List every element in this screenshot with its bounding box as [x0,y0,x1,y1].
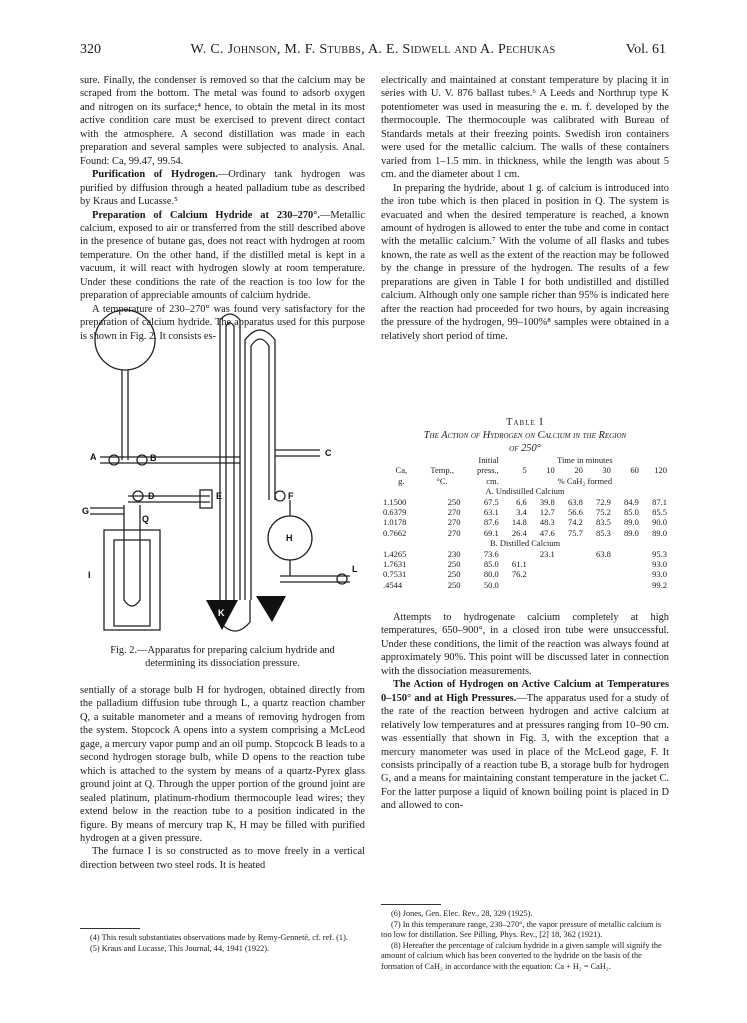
section-heading: The Action of Hydrogen on Active Calcium at Temperatures 0–150° and at High Pressures. [381,679,669,704]
footnote-rule [80,928,140,929]
table-cell: 63.8 [595,548,611,559]
table-cell [529,569,557,579]
left-column-bottom [80,684,365,872]
apparatus-drawing [80,300,365,640]
table-cell: 14.8 [511,517,527,528]
footnote: (4) This result substantiates observations made by Remy-Gennetè, cf. ref. (1). [90,933,348,942]
paragraph: The furnace I is so constructed as to move freely in a vertical direction between two steel rods. It is heated [80,846,365,871]
table-cell: 85.3 [595,527,611,538]
table-cell: 56.6 [567,507,583,518]
footnote: (6) Jones, Gen. Elec. Rev., 28, 329 (1925). [391,909,533,918]
table-cell: 85.5 [652,507,667,518]
column-header: Temp., [430,465,454,476]
table-cell: 3.4 [516,507,527,518]
figure-label: C [325,448,332,458]
table-cell: 270 [447,527,461,538]
running-header [80,42,666,60]
footnote-rule [381,904,441,905]
column-header: 120 [654,465,667,476]
section-heading: Purification of Hydrogen. [92,169,218,181]
table-cell: 84.9 [624,496,639,507]
table-cell: 1.0178 [383,517,407,528]
table-cell: 63.8 [567,496,583,507]
table-cell: 85.0 [483,559,499,570]
table-cell [613,569,641,579]
table-cell: 99.2 [652,579,667,590]
table-cell: 270 [447,507,461,518]
table-cell [557,580,585,590]
table-cell: 26.4 [511,527,527,538]
column-header: 10 [546,465,555,476]
table-cell [585,569,613,579]
column-header: Ca, [395,465,408,476]
column-header: g. [398,475,405,486]
column-header: % CaH₂ formed [557,475,613,486]
table-cell: 250 [447,496,461,507]
paragraph: electrically and maintained at constant temperature by placing it in series with U. V. 876 ballast tubes.⁶ A Leeds and Northrup type K potentiometer was used in measuring the e. m. f. developed by the thermocouple. The thermocouple was calibrated with Bureau of Standards metals at their freezing points. Swedish iron containers were used for the metallic calcium. The walls of these containers varied from 1–1.5 mm. in thickness, while the length was about 5 cm. and the diameter about 1 cm. [381,75,669,181]
table-cell: 63.1 [483,507,499,518]
table-caption [381,416,669,455]
figure-label: L [352,564,358,574]
table-cell: 90.0 [652,517,667,528]
paragraph-text: —Ordinary tank hydrogen was purified by diffusion through a heated palladium tube as described by Kraus and Lucasse.⁵ [80,169,365,208]
figure-label: Q [142,514,150,524]
table-row [381,497,669,507]
table-cell: 95.3 [652,548,667,559]
table-cell: 75.2 [595,507,611,518]
figure-label: H [286,533,293,543]
paragraph: Attempts to hydrogenate calcium completely at high temperatures, 650–900°, in a closed iron tube were unsuccessful. Under these conditions, the limit of the reaction was always found at approximately 90%. This point will be discussed later in connection with the dissociation measurements. [381,612,669,677]
column-header: 5 [522,465,527,476]
right-column-top [381,74,669,343]
table-cell: 72.9 [595,496,611,507]
figure-label: G [82,506,90,516]
right-column-bottom [381,611,669,813]
table-label: Table I [506,417,544,428]
figure-label: B [150,453,157,463]
table-cell: 89.0 [652,527,667,538]
table-cell: 75.7 [567,527,583,538]
figure-label: I [88,570,91,580]
table-cell [613,580,641,590]
table-cell: 89.0 [624,517,639,528]
table-title-line: The Action of Hydrogen on Calcium in the Region [423,430,627,441]
table-cell: 270 [447,517,461,528]
paragraph: sentially of a storage bulb H for hydrogen, obtained directly from the palladium diffusion tube through L, a quartz reaction chamber Q, a suitable manometer and a means of removing hydrogen from the system. Stopcock A opens into a system comprising a McLeod gage, a mercury vapor pump and an oil pump. Stopcock B leads to a second hydrogen storage bulb, while D opens to the reaction tube which is attached to the system by means of a quartz-Pyrex glass ground joint at Q. Through the upper portion of the ground joint are sealed platinum, platinum-rhodium thermocouple lead wires; they extend below in the reaction tube to a position indicated in the figure. By means of mercury trap K, H may be filled with purified hydrogen at a given pressure. [80,685,365,844]
table-cell: 93.0 [652,569,667,580]
table-cell: 6.6 [516,496,527,507]
table-row [381,569,669,579]
table-cell [613,549,641,559]
table-cell: 1.1500 [383,496,407,507]
table-cell [585,580,613,590]
figure-label: F [288,491,294,501]
paragraph: A temperature of 230–270° was found very satisfactory for the preparation of calcium hydride. The apparatus used for this purpose is shown in Fig. 2. It consists es- [80,303,365,342]
table-row [381,580,669,590]
table-cell: 87.6 [483,517,499,528]
figure-label: D [148,491,155,501]
footnote: (7) In this temperature range, 230–270°, the vapor pressure of metallic calcium is too low for distillation. See Pilling, Phys. Rev., [2] 18, 362 (1921). [381,919,662,940]
apparatus-figure [80,300,365,640]
right-footnotes [381,904,669,973]
paragraph [80,209,365,303]
table-row [381,549,669,559]
table-row [381,559,669,569]
column-header: °C. [436,475,448,486]
table-cell [557,559,585,569]
table-header-row [381,455,669,465]
column-header: Time in minutes [557,455,613,465]
table-cell: 250 [447,579,461,590]
table-cell: 76.2 [511,569,527,580]
data-table [381,455,669,590]
table-cell: 1.7631 [383,559,407,570]
table-row [381,507,669,517]
page-number: 320 [80,42,101,57]
table-cell: 230 [447,548,461,559]
table-cell: 48.3 [539,517,555,528]
volume-number: Vol. 61 [625,42,666,57]
paragraph: In preparing the hydride, about 1 g. of calcium is introduced into the iron tube which is then placed in position in Q. The system is evacuated and when the desired temperature is reached, a known amount of hydrogen is allowed to enter the tube and come in contact with the metallic calcium.⁷ With the volume of all flasks and tubes known, the rate as well as the extent of the reaction may be followed by the change in pressure of the hydrogen. The results of a few preparations are given in Table I for both undistilled and distilled calcium. Although only one sample richer than 95% is indicated here after the reaction had proceeded for two hours, by again increasing the pressure of the hydrogen, 99–100%⁸ samples were obtained in a relatively short period of time. [381,182,669,342]
figure-caption [80,644,365,671]
table-cell: 83.5 [595,517,611,528]
paragraph [381,678,669,813]
table-cell: 89.0 [624,527,639,538]
paragraph: sure. Finally, the condenser is removed so that the calcium may be scraped from the bottom. The metal was found to adsorb oxygen and nitrogen on its surface;⁴ hence, to obtain the metal in its most active condition care must be exercised to prevent direct contact with the atmosphere. A second distillation was made in each preparation and several samples were subjected to analysis. Anal. Found: Ca, 99.47, 99.54. [80,75,365,167]
caption-line: Fig. 2.—Apparatus for preparing calcium hydride and [110,645,335,656]
table-section: A. Undistilled Calcium [485,486,565,497]
table-cell: 61.1 [511,559,527,570]
table-cell: 67.5 [483,496,499,507]
table-cell: 250 [447,569,461,580]
table-header-row [381,476,669,486]
figure-label: A [90,452,97,462]
table-cell: 69.1 [483,527,499,538]
table-cell: .4544 [383,579,403,590]
table-cell [557,549,585,559]
table-section: B. Distilled Calcium [489,538,561,549]
table-cell: 0.7531 [383,569,407,580]
table-cell: 23.1 [539,548,555,559]
table-cell: 39.8 [539,496,555,507]
column-header: press., [477,465,499,476]
column-header: 20 [574,465,583,476]
figure-label: K [218,608,225,618]
table-cell [585,559,613,569]
table-cell: 80.0 [483,569,499,580]
table-title-line: of 250° [509,443,541,454]
table-cell: 0.7662 [383,527,407,538]
table-row [381,517,669,527]
table-cell: 93.0 [652,559,667,570]
table-cell: 50.0 [483,579,499,590]
table-cell [501,549,529,559]
table-cell [501,580,529,590]
table-cell [529,580,557,590]
table-cell: 47.6 [539,527,555,538]
running-authors: W. C. Johnson, M. F. Stubbs, A. E. Sidwell and A. Pechukas [190,42,556,57]
footnote: (5) Kraus and Lucasse, This Journal, 44, 1941 (1922). [90,943,270,953]
figure-label: E [216,491,223,501]
table-cell [613,559,641,569]
column-header: Initial [478,455,499,465]
table-cell: 1.4265 [383,548,407,559]
caption-line: determining its dissociation pressure. [145,658,300,670]
column-header: 60 [630,465,639,476]
paragraph [80,168,365,208]
table-row [381,528,669,538]
table-cell: 85.0 [624,507,639,518]
table-cell: 74.2 [567,517,583,528]
section-heading: Preparation of Calcium Hydride at 230–270°. [92,209,320,221]
paragraph-text: —Metallic calcium, exposed to air or transferred from the still described above in the presence of butane gas, does not react with hydrogen at room temperature. On the other hand, if the distilled metal is kept in a vacuum, it will react with hydrogen slowly at room temperature. Under these conditions the rate of the reaction is too low for the preparation of appreciable amounts of calcium hydride. [80,209,365,302]
column-header: 30 [602,465,611,476]
table-cell: 0.6379 [383,507,407,518]
table-cell: 87.1 [652,496,667,507]
paragraph-text: —The apparatus used for a study of the rate of the reaction between hydrogen and active calcium at relatively low temperatures and at pressures ranging from 10–90 cm. was essentially that shown in Fig. 3, with the exception that a mercury manometer was used in place of the McLeod gage, F. It consists principally of a reaction tube B, a storage bulb for hydrogen G, and a means for maintaining constant temperature in the jacket C. For the latter purpose a liquid of known boiling point is placed in D and allowed to con- [381,692,669,812]
table-cell [557,569,585,579]
footnote: (8) Hereafter the percentage of calcium hydride in a given sample will signify the amount of calcium which has been converted to the hydride on the basis of the formation of CaH₂ in accordance with the equation: Ca + H₂ = CaH₂. [381,940,662,971]
column-header: cm. [486,475,499,486]
table-cell [529,559,557,569]
table-cell: 250 [447,559,461,570]
left-footnotes [80,928,365,954]
table-cell: 12.7 [539,507,555,518]
table-cell: 73.6 [483,548,499,559]
table-header-row [381,465,669,475]
